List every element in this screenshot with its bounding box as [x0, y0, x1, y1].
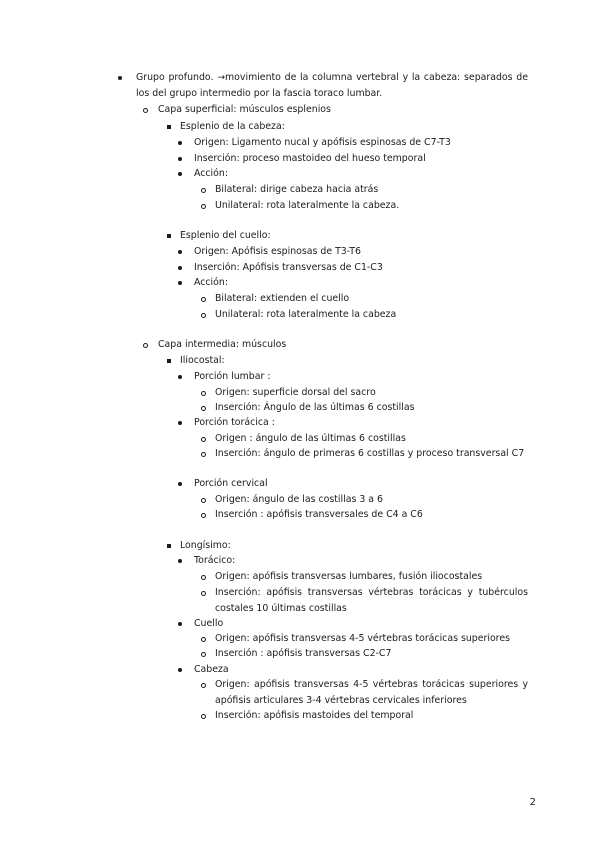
list-line	[0, 183, 600, 197]
list-line	[0, 386, 600, 400]
disc-bullet-icon	[177, 152, 187, 166]
bullet-origen-text: Origen: apófisis transversas lumbares, fusión iliocostales	[215, 571, 483, 582]
bullet-cuello-text: Cuello	[194, 618, 224, 629]
disc-bullet-icon	[177, 617, 187, 631]
bullet-accion-text: Acción:	[194, 168, 228, 179]
disc-bullet-icon	[177, 663, 187, 677]
list-line	[0, 292, 600, 306]
bullet-insercion-text: Inserción: Apófisis transversas de C1-C3	[194, 262, 383, 273]
list-line	[0, 120, 600, 134]
square-bullet-icon	[166, 354, 176, 368]
list-line	[0, 167, 600, 181]
disc-bullet-icon	[177, 416, 187, 430]
circle-bullet-icon	[201, 493, 211, 507]
bullet-origen-text: Origen: apófisis transversas 4-5 vértebras torácicas superiores	[215, 633, 510, 644]
circle-bullet-icon	[201, 586, 211, 600]
disc-bullet-icon	[177, 245, 187, 259]
list-line	[0, 508, 600, 522]
bullet-insercion-text: Inserción: apófisis transversas vértebras torácicas y tubérculos	[215, 587, 528, 598]
list-line	[0, 338, 600, 352]
bullet-porcion-lumbar-text: Porción lumbar :	[194, 371, 271, 382]
bullet-unilateral-text: Unilateral: rota lateralmente la cabeza	[215, 309, 397, 320]
bullet-iliocostal-text: Iliocostal:	[180, 355, 225, 366]
disc-bullet-icon	[177, 370, 187, 384]
list-line	[0, 663, 600, 677]
circle-bullet-icon	[201, 199, 211, 213]
circle-bullet-icon	[143, 103, 153, 117]
list-line	[0, 416, 600, 430]
bullet-insercion-text: Inserción: proceso mastoideo del hueso temporal	[194, 153, 426, 164]
bullet-bilateral-text: Bilateral: dirige cabeza hacia atrás	[215, 184, 379, 195]
list-line	[0, 261, 600, 275]
circle-bullet-icon	[201, 570, 211, 584]
list-line	[0, 432, 600, 446]
circle-bullet-icon	[201, 401, 211, 415]
bullet-origen-text: Origen: Apófisis espinosas de T3-T6	[194, 246, 361, 257]
disc-bullet-icon	[177, 477, 187, 491]
bullet-cabeza-text: Cabeza	[194, 664, 229, 675]
bullet-origen-text: Origen: superficie dorsal del sacro	[215, 387, 376, 398]
square-bullet-icon	[166, 539, 176, 553]
bullet-insercion-text: Inserción: Ángulo de las últimas 6 costillas	[215, 402, 415, 413]
text-continuation-text: apófisis articulares 3-4 vértebras cervicales inferiores	[215, 695, 467, 706]
disc-bullet-icon	[177, 276, 187, 290]
bullet-porcion-cervical-text: Porción cervical	[194, 478, 268, 489]
list-line	[0, 447, 600, 461]
list-line	[0, 87, 600, 101]
disc-bullet-icon	[117, 71, 127, 85]
list-line	[0, 554, 600, 568]
square-bullet-icon	[166, 120, 176, 134]
disc-bullet-icon	[177, 261, 187, 275]
list-line	[0, 617, 600, 631]
list-line	[0, 276, 600, 290]
list-line	[0, 570, 600, 584]
square-bullet-icon	[166, 229, 176, 243]
list-line	[0, 602, 600, 616]
list-line	[0, 678, 600, 692]
bullet-insercion-text: Inserción : apófisis transversas C2-C7	[215, 648, 392, 659]
list-line	[0, 632, 600, 646]
disc-bullet-icon	[177, 554, 187, 568]
bullet-insercion-text: Inserción: ángulo de primeras 6 costillas y proceso transversal C7	[215, 448, 525, 459]
bullet-origen-text: Origen: apófisis transversas 4-5 vértebras torácicas superiores y	[215, 679, 528, 690]
circle-bullet-icon	[201, 508, 211, 522]
list-line	[0, 586, 600, 600]
circle-bullet-icon	[201, 632, 211, 646]
page-number: 2	[529, 797, 536, 808]
list-line	[0, 401, 600, 415]
circle-bullet-icon	[143, 338, 153, 352]
circle-bullet-icon	[201, 678, 211, 692]
bullet-porcion-toracica-text: Porción torácica :	[194, 417, 275, 428]
circle-bullet-icon	[201, 386, 211, 400]
circle-bullet-icon	[201, 308, 211, 322]
list-line	[0, 199, 600, 213]
disc-bullet-icon	[177, 136, 187, 150]
circle-bullet-icon	[201, 447, 211, 461]
bullet-bilateral-text: Bilateral: extienden el cuello	[215, 293, 350, 304]
list-line	[0, 477, 600, 491]
list-line	[0, 694, 600, 708]
list-line	[0, 370, 600, 384]
list-line	[0, 539, 600, 553]
list-line	[0, 493, 600, 507]
bullet-capa-superficial-text: Capa superficial: músculos esplenios	[158, 104, 331, 115]
bullet-grupo-profundo-text: Grupo profundo. →movimiento de la columna vertebral y la cabeza: separados de	[136, 72, 528, 83]
circle-bullet-icon	[201, 432, 211, 446]
list-line	[0, 245, 600, 259]
text-continuation-text: los del grupo intermedio por la fascia toraco lumbar.	[136, 88, 383, 99]
list-line	[0, 103, 600, 117]
bullet-unilateral-text: Unilateral: rota lateralmente la cabeza.	[215, 200, 400, 211]
bullet-capa-intermedia-text: Capa intermedia: músculos	[158, 339, 287, 350]
bullet-origen-text: Origen: Ligamento nucal y apófisis espinosas de C7-T3	[194, 137, 451, 148]
circle-bullet-icon	[201, 292, 211, 306]
circle-bullet-icon	[201, 647, 211, 661]
circle-bullet-icon	[201, 183, 211, 197]
circle-bullet-icon	[201, 709, 211, 723]
list-line	[0, 709, 600, 723]
bullet-insercion-text: Inserción: apófisis mastoides del temporal	[215, 710, 414, 721]
bullet-esplenio-cuello-text: Esplenio del cuello:	[180, 230, 271, 241]
bullet-origen-text: Origen: ángulo de las costillas 3 a 6	[215, 494, 383, 505]
list-line	[0, 229, 600, 243]
bullet-esplenio-cabeza-text: Esplenio de la cabeza:	[180, 121, 285, 132]
bullet-accion-text: Acción:	[194, 277, 228, 288]
list-line	[0, 152, 600, 166]
bullet-insercion-text: Inserción : apófisis transversales de C4 a C6	[215, 509, 423, 520]
bullet-longisimo-text: Longísimo:	[180, 540, 231, 551]
bullet-toracico-text: Torácico:	[194, 555, 236, 566]
disc-bullet-icon	[177, 167, 187, 181]
list-line	[0, 308, 600, 322]
list-line	[0, 354, 600, 368]
list-line	[0, 136, 600, 150]
text-continuation-text: costales 10 últimas costillas	[215, 603, 347, 614]
list-line	[0, 71, 600, 85]
bullet-origen-text: Origen : ángulo de las últimas 6 costillas	[215, 433, 406, 444]
list-line	[0, 647, 600, 661]
